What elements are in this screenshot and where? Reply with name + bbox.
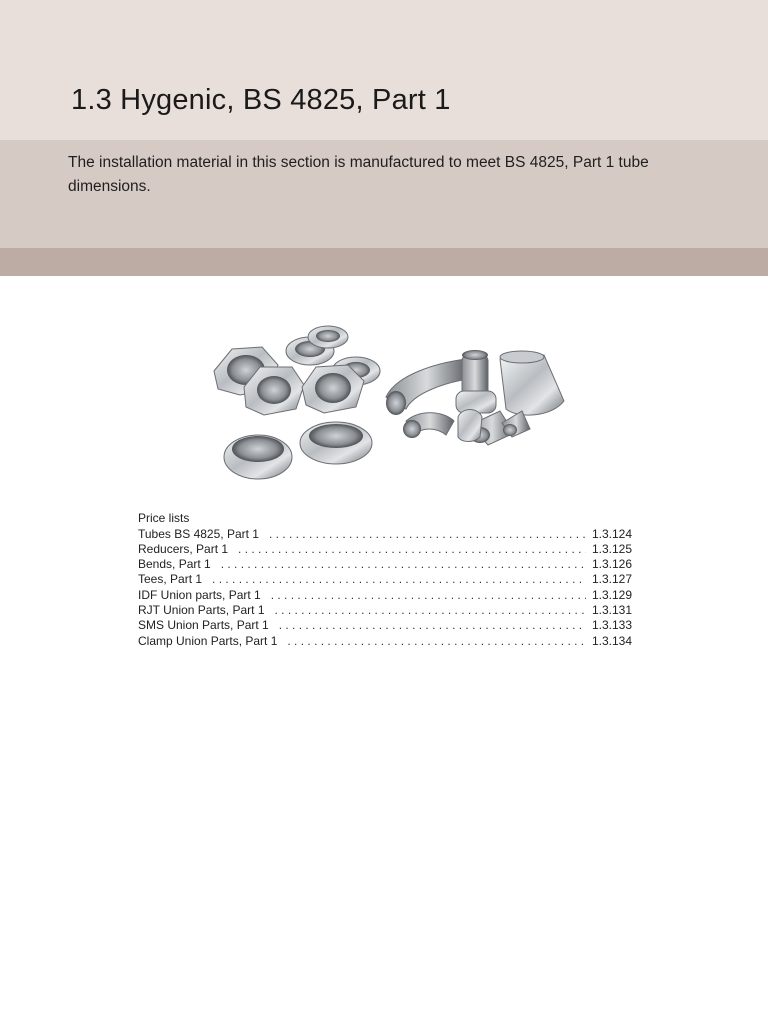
dot-leader (269, 527, 586, 542)
toc-row[interactable] (138, 527, 632, 542)
price-lists-heading: Price lists (138, 511, 190, 525)
toc-label: Tubes BS 4825, Part 1 (138, 526, 259, 541)
toc-row[interactable] (138, 542, 632, 557)
toc-page-ref: 1.3.126 (591, 557, 632, 572)
price-lists (138, 511, 632, 649)
dot-leader (238, 542, 586, 557)
toc-label: Clamp Union Parts, Part 1 (138, 633, 278, 648)
toc-page-ref: 1.3.134 (591, 633, 632, 648)
toc-label: Tees, Part 1 (138, 572, 203, 587)
toc-row[interactable] (138, 603, 632, 618)
toc-row[interactable] (138, 634, 632, 649)
dot-leader (212, 572, 586, 587)
stainless-fittings-photo (200, 325, 570, 495)
reducer-large (500, 351, 564, 415)
toc-row[interactable] (138, 588, 632, 603)
toc-row[interactable] (138, 572, 632, 587)
toc-label: IDF Union parts, Part 1 (138, 587, 261, 602)
dot-leader (271, 588, 586, 603)
tee-fitting-2 (458, 410, 482, 442)
toc-label: RJT Union Parts, Part 1 (138, 602, 265, 617)
toc-label: Reducers, Part 1 (138, 541, 229, 556)
toc-page-ref: 1.3.127 (591, 572, 632, 587)
page-title: 1.3 Hygenic, BS 4825, Part 1 (71, 84, 451, 116)
union-liner-2 (308, 326, 348, 348)
toc-label: Bends, Part 1 (138, 557, 211, 572)
dot-leader (275, 603, 586, 618)
toc-page-ref: 1.3.133 (591, 618, 632, 633)
union-nut-3 (302, 365, 364, 413)
toc-row[interactable] (138, 557, 632, 572)
dot-leader (221, 557, 586, 572)
dot-leader (287, 634, 586, 649)
toc-page-ref: 1.3.125 (591, 541, 632, 556)
accent-strip (0, 248, 768, 276)
union-ring-1 (224, 435, 292, 479)
bend-fitting-small (403, 413, 454, 438)
toc-label: SMS Union Parts, Part 1 (138, 618, 269, 633)
dot-leader (279, 618, 586, 633)
toc-page-ref: 1.3.129 (591, 587, 632, 602)
union-ring-2 (300, 422, 372, 464)
toc-row[interactable] (138, 618, 632, 633)
intro-paragraph: The installation material in this section is manufactured to meet BS 4825, Part 1 tube dimensions. (68, 154, 649, 195)
toc-page-ref: 1.3.124 (591, 526, 632, 541)
toc-page-ref: 1.3.131 (591, 602, 632, 617)
tee-fitting (456, 350, 496, 413)
title-band (0, 0, 768, 140)
